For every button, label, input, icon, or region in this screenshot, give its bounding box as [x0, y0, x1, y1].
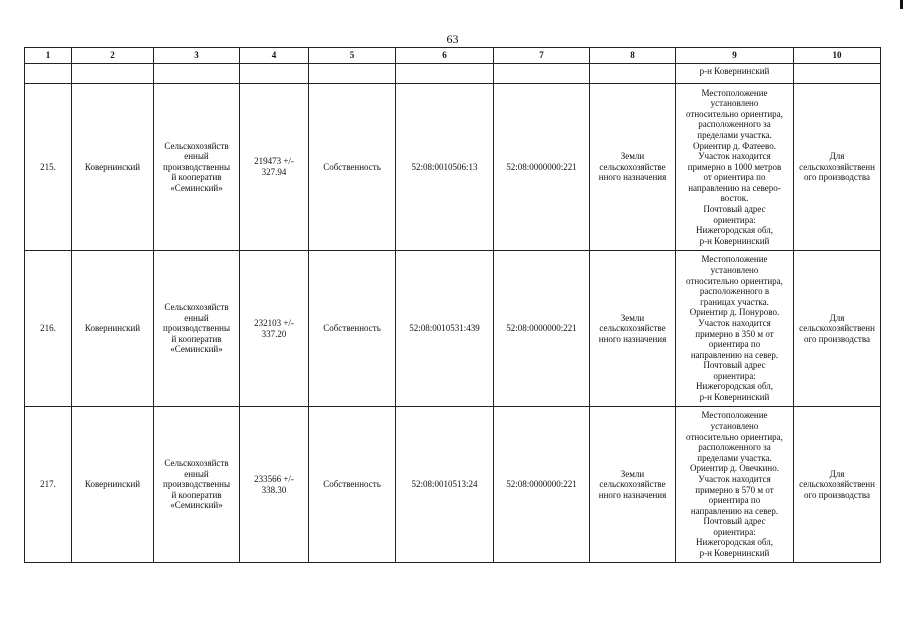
- cell-line: Нижегородская обл,: [696, 537, 773, 548]
- cell-line: ого производства: [804, 333, 870, 344]
- cell-line: Нижегородская обл,: [696, 225, 773, 236]
- cell-line: «Семинский»: [170, 500, 223, 511]
- cell-line: Почтовый адрес: [703, 516, 766, 527]
- cell-line: Участок находится: [698, 473, 771, 484]
- cell-line: Сельскохозяйств: [164, 458, 229, 469]
- cell-line: расположенного в: [699, 286, 770, 297]
- header-col-9: 9: [676, 48, 794, 64]
- cell-line: ориентира:: [713, 370, 756, 381]
- cell-location-continued: [676, 64, 794, 84]
- land-registry-table: [24, 47, 881, 563]
- cell-line: «Семинский»: [170, 182, 223, 193]
- cell-line: производственны: [163, 479, 230, 490]
- header-col-1: 1: [25, 48, 72, 64]
- cell-empty: [25, 64, 72, 84]
- cell-line: нного назначения: [598, 172, 667, 183]
- cell-line: установлено: [710, 98, 759, 109]
- cell-line: Участок находится: [698, 151, 771, 162]
- cell-line: енный: [184, 312, 209, 323]
- corner-scan-mark: [900, 0, 903, 9]
- cell-line: Ориентир д. Овечкино.: [690, 463, 779, 474]
- header-col-2: 2: [72, 48, 154, 64]
- cell-line: 338.30: [261, 484, 287, 495]
- cell-line: примерно в 350 м от: [695, 328, 774, 339]
- cell-location: [676, 84, 794, 251]
- header-col-5: 5: [309, 48, 396, 64]
- cell-empty: [794, 64, 881, 84]
- cell-line: Участок находится: [698, 317, 771, 328]
- cell-cadastral-quarter: 52:08:0000000:221: [494, 251, 590, 407]
- cell-line: расположенного за: [698, 119, 771, 130]
- header-col-3: 3: [154, 48, 240, 64]
- cell-line: пределами участка.: [697, 452, 772, 463]
- header-col-4: 4: [240, 48, 309, 64]
- table-row: [25, 251, 881, 407]
- cell-owner: [154, 84, 240, 251]
- cell-line: 232103 +/-: [254, 317, 294, 328]
- cell-permitted-use: [794, 251, 881, 407]
- cell-line: 219473 +/-: [254, 156, 294, 167]
- cell-land-category: [590, 84, 676, 251]
- cell-right-type: Собственность: [309, 407, 396, 563]
- cell-empty: [154, 64, 240, 84]
- cell-line: 337.20: [261, 328, 287, 339]
- cell-line: ориентира:: [713, 214, 756, 225]
- table-row: [25, 84, 881, 251]
- cell-line: р-н Ковернинский: [699, 66, 770, 76]
- cell-land-category: [590, 251, 676, 407]
- cell-right-type: Собственность: [309, 84, 396, 251]
- header-col-8: 8: [590, 48, 676, 64]
- cell-line: Земли: [620, 151, 645, 162]
- cell-line: сельскохозяйстве: [599, 323, 666, 334]
- cell-line: Местоположение: [701, 87, 768, 98]
- cell-line: Почтовый адрес: [703, 204, 766, 215]
- cell-empty: [590, 64, 676, 84]
- cell-line: Для: [829, 312, 845, 323]
- cell-empty: [309, 64, 396, 84]
- cell-owner: [154, 407, 240, 563]
- cell-line: примерно в 570 м от: [695, 484, 774, 495]
- cell-line: производственны: [163, 161, 230, 172]
- cell-line: сельскохозяйственн: [799, 323, 875, 334]
- cell-district: Ковернинский: [72, 407, 154, 563]
- cell-line: направлению на северо-: [688, 182, 781, 193]
- cell-line: ориентира по: [708, 495, 761, 506]
- cell-line: нного назначения: [598, 489, 667, 500]
- cell-number: 217.: [25, 407, 72, 563]
- page-number: 63: [446, 32, 459, 46]
- cell-line: Местоположение: [701, 410, 768, 421]
- cell-line: пределами участка.: [697, 129, 772, 140]
- cell-area: [240, 407, 309, 563]
- cell-line: 233566 +/-: [254, 473, 294, 484]
- cell-line: й кооператив: [171, 333, 222, 344]
- cell-cadastral-number: 52:08:0010531:439: [396, 251, 494, 407]
- cell-line: Земли: [620, 312, 645, 323]
- cell-line: Почтовый адрес: [703, 360, 766, 371]
- header-row: [25, 48, 881, 64]
- cell-line: енный: [184, 151, 209, 162]
- cell-line: р-н Ковернинский: [699, 392, 770, 403]
- cell-line: р-н Ковернинский: [699, 235, 770, 246]
- cell-line: Сельскохозяйств: [164, 140, 229, 151]
- cell-line: ого производства: [804, 172, 870, 183]
- cell-line: нного назначения: [598, 333, 667, 344]
- cell-line: 327.94: [261, 167, 287, 177]
- cell-line: сельскохозяйственн: [799, 161, 875, 172]
- cell-line: «Семинский»: [170, 344, 223, 355]
- cell-line: относительно ориентира,: [686, 108, 783, 119]
- cell-line: границах участка.: [700, 296, 769, 307]
- cell-line: установлено: [710, 420, 759, 431]
- cell-line: восток.: [720, 193, 749, 204]
- cell-line: р-н Ковернинский: [699, 548, 770, 559]
- cell-district: Ковернинский: [72, 84, 154, 251]
- cell-land-category: [590, 407, 676, 563]
- cell-line: Земли: [620, 468, 645, 479]
- cell-line: сельскохозяйстве: [599, 479, 666, 490]
- cell-line: расположенного за: [698, 442, 771, 453]
- cell-line: й кооператив: [171, 489, 222, 500]
- cell-line: производственны: [163, 323, 230, 334]
- cell-line: Для: [829, 151, 845, 162]
- cell-owner: [154, 251, 240, 407]
- cell-line: примерно в 1000 метров: [687, 161, 782, 172]
- cell-right-type: Собственность: [309, 251, 396, 407]
- cell-line: сельскохозяйственн: [799, 479, 875, 490]
- cell-line: от ориентира по: [703, 172, 766, 183]
- cell-cadastral-quarter: 52:08:0000000:221: [494, 84, 590, 251]
- header-col-6: 6: [396, 48, 494, 64]
- cell-line: Ориентир д. Фатеево.: [693, 140, 776, 151]
- header-col-7: 7: [494, 48, 590, 64]
- cell-permitted-use: [794, 407, 881, 563]
- cell-area: [240, 251, 309, 407]
- cell-number: 215.: [25, 84, 72, 251]
- table-row: [25, 407, 881, 563]
- cell-line: й кооператив: [171, 172, 222, 183]
- cell-empty: [494, 64, 590, 84]
- cell-line: Местоположение: [701, 254, 768, 265]
- header-col-10: 10: [794, 48, 881, 64]
- cell-line: направлению на север.: [690, 505, 779, 516]
- cell-area: [240, 84, 309, 251]
- cell-line: относительно ориентира,: [686, 431, 783, 442]
- cell-line: Ориентир д. Понурово.: [689, 307, 780, 318]
- cell-line: Нижегородская обл,: [696, 381, 773, 392]
- cell-line: сельскохозяйстве: [599, 161, 666, 172]
- cell-location: [676, 407, 794, 563]
- cell-empty: [72, 64, 154, 84]
- cell-cadastral-number: 52:08:0010506:13: [396, 84, 494, 251]
- cell-line: Для: [829, 468, 845, 479]
- cell-line: енный: [184, 468, 209, 479]
- cell-cadastral-quarter: 52:08:0000000:221: [494, 407, 590, 563]
- cell-line: ориентира:: [713, 526, 756, 537]
- cell-number: 216.: [25, 251, 72, 407]
- cell-permitted-use: [794, 84, 881, 251]
- cell-empty: [396, 64, 494, 84]
- continuation-row: [25, 64, 881, 84]
- cell-district: Ковернинский: [72, 251, 154, 407]
- cell-line: установлено: [710, 264, 759, 275]
- cell-line: Сельскохозяйств: [164, 302, 229, 313]
- cell-line: ого производства: [804, 489, 870, 500]
- cell-location: [676, 251, 794, 407]
- cell-line: направлению на север.: [690, 349, 779, 360]
- cell-line: ориентира по: [708, 339, 761, 350]
- cell-cadastral-number: 52:08:0010513:24: [396, 407, 494, 563]
- cell-empty: [240, 64, 309, 84]
- cell-line: относительно ориентира,: [686, 275, 783, 286]
